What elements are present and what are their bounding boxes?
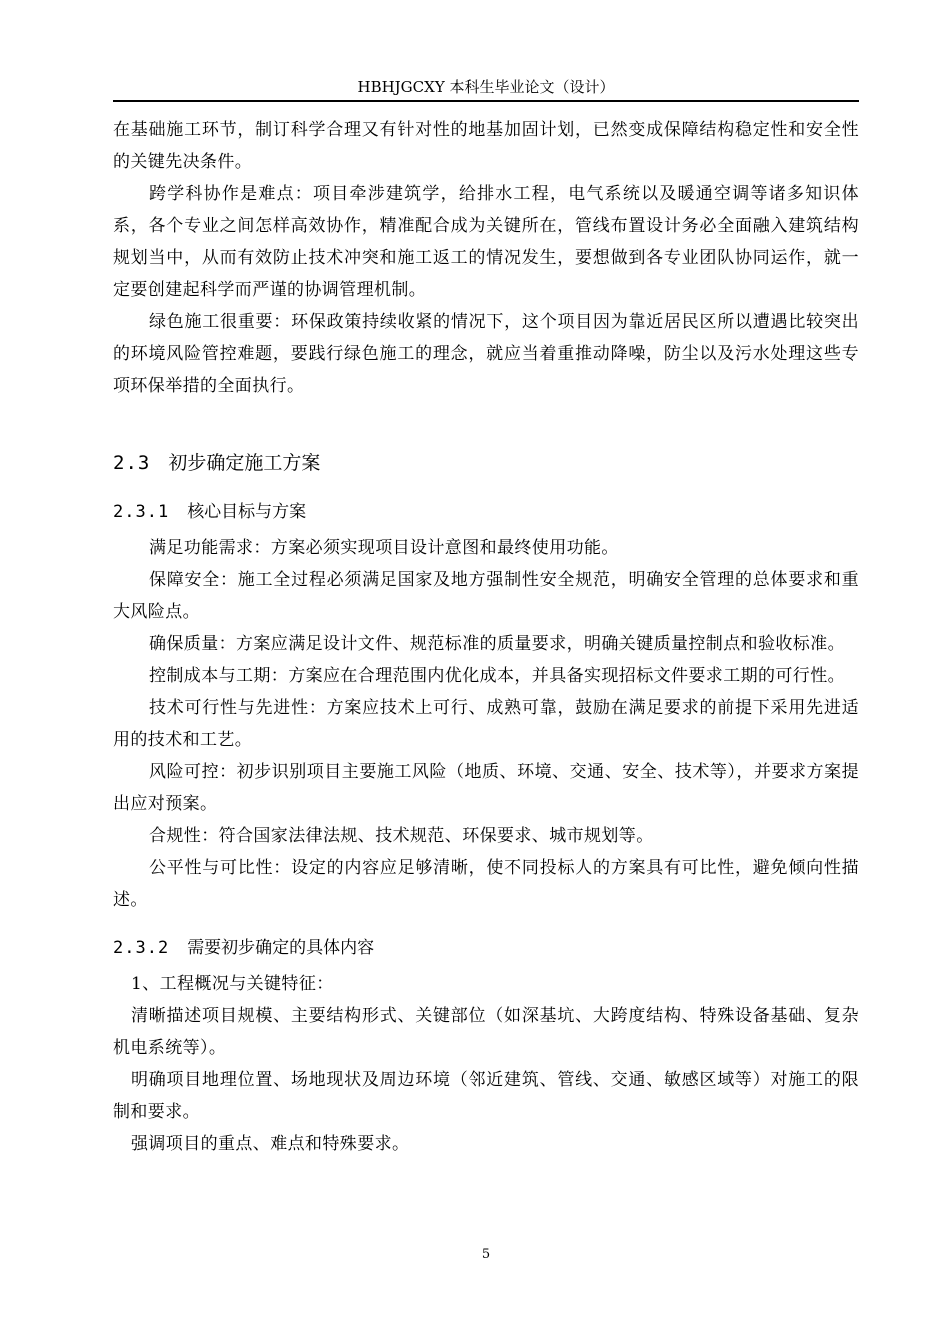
body-paragraph: 在基础施工环节，制订科学合理又有针对性的地基加固计划，已然变成保障结构稳定性和安全性的关键先决条件。: [113, 120, 859, 172]
list-item: 风险可控：初步识别项目主要施工风险（地质、环境、交通、安全、技术等），并要求方案提出应对预案。: [113, 762, 859, 814]
list-item: 合规性：符合国家法律法规、技术规范、环保要求、城市规划等。: [149, 826, 654, 846]
section-title: 核心目标与方案: [187, 502, 307, 522]
list-item: 控制成本与工期：方案应在合理范围内优化成本，并具备实现招标文件要求工期的可行性。: [149, 666, 845, 686]
list-item: 1、工程概况与关键特征：: [131, 974, 334, 994]
page-header: HBHJGCXY 本科生毕业论文（设计）: [357, 78, 615, 96]
section-title: 需要初步确定的具体内容: [187, 938, 375, 958]
section-heading-2-3-2: [113, 934, 859, 962]
section-title: 初步确定施工方案: [168, 452, 321, 474]
list-item: 确保质量：方案应满足设计文件、规范标准的质量要求，明确关键质量控制点和验收标准。: [149, 634, 845, 654]
body-paragraph: 绿色施工很重要：环保政策持续收紧的情况下，这个项目因为靠近居民区所以遭遇比较突出的环境风险管控难题，要践行绿色施工的理念，就应当着重推动降噪，防尘以及污水处理这些专项环保举措的全面执行。: [113, 312, 859, 396]
page-body: [113, 114, 859, 1160]
list-item: 清晰描述项目规模、主要结构形式、关键部位（如深基坑、大跨度结构、特殊设备基础、复杂机电系统等）。: [113, 1006, 859, 1058]
header-rule: [113, 100, 859, 102]
page-number: 5: [481, 1247, 491, 1262]
section-number: 2.3: [113, 452, 151, 474]
list-item: 技术可行性与先进性：方案应技术上可行、成熟可靠，鼓励在满足要求的前提下采用先进适用的技术和工艺。: [113, 698, 859, 750]
section-heading-2-3-1: [113, 498, 859, 526]
list-item: 公平性与可比性：设定的内容应足够清晰，使不同投标人的方案具有可比性，避免倾向性描述。: [113, 858, 859, 910]
list-item: 满足功能需求：方案必须实现项目设计意图和最终使用功能。: [149, 538, 619, 558]
section-heading-2-3: [113, 448, 859, 478]
section-number: 2.3.2: [113, 938, 170, 958]
list-item: 明确项目地理位置、场地现状及周边环境（邻近建筑、管线、交通、敏感区域等）对施工的限制和要求。: [113, 1070, 859, 1122]
section-number: 2.3.1: [113, 502, 170, 522]
list-item: 强调项目的重点、难点和特殊要求。: [131, 1134, 410, 1154]
body-paragraph: 跨学科协作是难点：项目牵涉建筑学，给排水工程，电气系统以及暖通空调等诸多知识体系，各个专业之间怎样高效协作，精准配合成为关键所在，管线布置设计务必全面融入建筑结构规划当中，从而有效防止技术冲突和施工返工的情况发生，要想做到各专业团队协同运作，就一定要创建起科学而严谨的协调管理机制。: [113, 184, 859, 300]
list-item: 保障安全：施工全过程必须满足国家及地方强制性安全规范，明确安全管理的总体要求和重大风险点。: [113, 570, 859, 622]
